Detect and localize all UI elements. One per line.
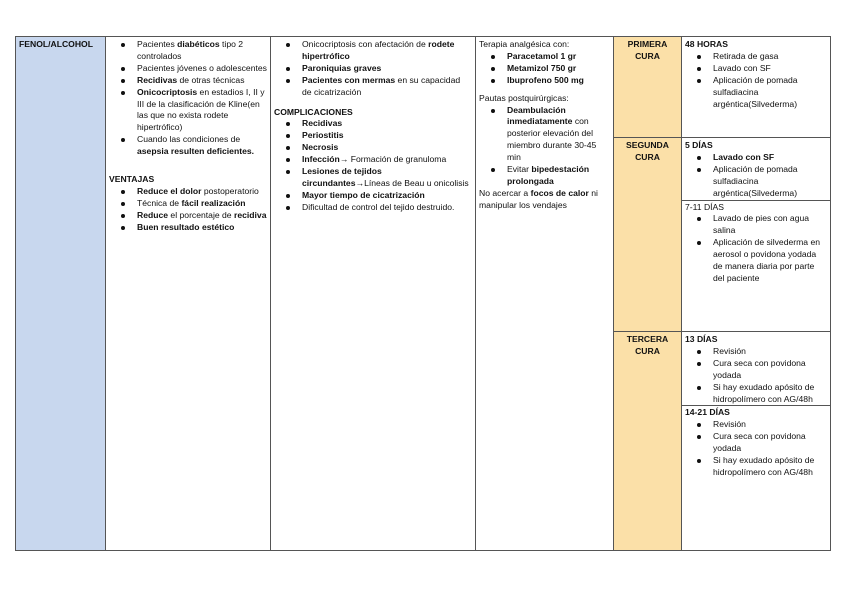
list-item: Cura seca con povidona yodada: [713, 358, 827, 382]
complicaciones-title: COMPLICACIONES: [274, 106, 353, 117]
list-item: Reduce el dolor postoperatorio: [137, 186, 267, 198]
cura2b-list: [685, 213, 827, 284]
list-item: Recidivas de otras técnicas: [137, 75, 267, 87]
list-item: Mayor tiempo de cicatrización: [302, 190, 472, 202]
pautas-list: [479, 105, 610, 188]
category-cell: [16, 37, 106, 551]
list-item: Cura seca con povidona yodada: [713, 431, 827, 455]
ventajas-list: [109, 186, 267, 234]
list-item: Pacientes jóvenes o adolescentes: [137, 62, 267, 73]
list-item: Infección→ Formación de granuloma: [302, 154, 472, 166]
cura3-detail: [682, 332, 831, 551]
list-item: Revisión: [713, 419, 827, 431]
cura3b-block: [682, 405, 830, 478]
list-item: Lavado con SF: [713, 63, 827, 75]
list-item: Ibuprofeno 500 mg: [507, 75, 610, 87]
list-item: Reduce el porcentaje de recidiva: [137, 209, 267, 220]
treatment-table: [15, 36, 831, 551]
cura1-detail: [682, 37, 831, 138]
cura2a-list: [685, 152, 827, 200]
therapy-list: [479, 51, 610, 87]
list-item: Lavado con SF: [713, 152, 827, 164]
contraindications-list: [274, 39, 472, 99]
cura2b-block: [682, 200, 830, 285]
list-item: Lesiones de tejidos circundantes→Líneas de Beau u onicolisis: [302, 166, 472, 190]
list-item: Cuando las condiciones de asepsia resulten deficientes.: [137, 134, 267, 158]
list-item: Pacientes diabéticos tipo 2 controlados: [137, 39, 267, 63]
list-item: Si hay exudado apósito de hidropolímero con AG/48h: [713, 455, 827, 479]
list-item: Dificultad de control del tejido destruido.: [302, 202, 472, 214]
list-item: Aplicación de pomada sulfadiacina argéntica(Silvederma): [713, 164, 827, 200]
complicaciones-list: [274, 118, 472, 213]
cura-tercera: TERCERA CURA: [614, 332, 682, 551]
cura-primera: PRIMERA CURA: [614, 37, 682, 138]
cura2-detail: [682, 138, 831, 332]
list-item: Buen resultado estético: [137, 222, 267, 234]
list-item: Si hay exudado apósito de hidropolímero con AG/48h: [713, 382, 827, 406]
list-item: Paracetamol 1 gr: [507, 51, 610, 63]
cura3a-list: [685, 346, 827, 406]
list-item: Periostitis: [302, 130, 472, 142]
list-item: Retirada de gasa: [713, 51, 827, 63]
cura2b-title: 7-11 DÍAS: [685, 201, 725, 212]
list-item: Lavado de pies con agua salina: [713, 213, 827, 237]
pautas-intro: Pautas postquirúrgicas:: [479, 92, 569, 103]
contraindications-cell: [271, 37, 476, 551]
list-item: Pacientes con mermas en su capacidad de cicatrización: [302, 75, 472, 99]
cura3b-title: 14-21 DÍAS: [685, 407, 730, 418]
list-item: Aplicación de pomada sulfadiacina argéntica(Silvederma): [713, 75, 827, 111]
list-item: Onicocriptosis con afectación de rodete hipertrófico: [302, 39, 472, 63]
therapy-intro: Terapia analgésica con:: [479, 39, 570, 49]
list-item: Necrosis: [302, 142, 472, 154]
list-item: Deambulación inmediatamente con posterior elevación del miembro durante 30-45 min: [507, 105, 610, 165]
cura3a-title: 13 DÍAS: [685, 334, 718, 344]
list-item: Evitar bipedestación prolongada: [507, 164, 610, 188]
cura3b-list: [685, 419, 827, 479]
cura2a-title: 5 DÍAS: [685, 140, 713, 150]
indications-list: [109, 39, 267, 158]
list-item: Aplicación de silvederma en aerosol o povidona yodada de manera diaria por parte del paciente: [713, 237, 827, 285]
list-item: Técnica de fácil realización: [137, 198, 267, 210]
category-label: FENOL/ALCOHOL: [19, 39, 93, 49]
list-item: Metamizol 750 gr: [507, 63, 610, 75]
ventajas-title: VENTAJAS: [109, 174, 155, 185]
cura1-title: 48 HORAS: [685, 39, 728, 49]
cura-segunda: SEGUNDA CURA: [614, 138, 682, 332]
list-item: Onicocriptosis en estadios I, II y III de la clasificación de Kline(en las que no exista rodete hipertrófico): [137, 87, 267, 135]
cura1-list: [685, 51, 827, 111]
list-item: Paroniquias graves: [302, 63, 472, 75]
postop-cell: [476, 37, 614, 551]
indications-cell: [106, 37, 271, 551]
list-item: Revisión: [713, 346, 827, 358]
no-acercar-note: No acercar a focos de calor ni manipular los vendajes: [479, 187, 598, 210]
list-item: Recidivas: [302, 118, 472, 130]
